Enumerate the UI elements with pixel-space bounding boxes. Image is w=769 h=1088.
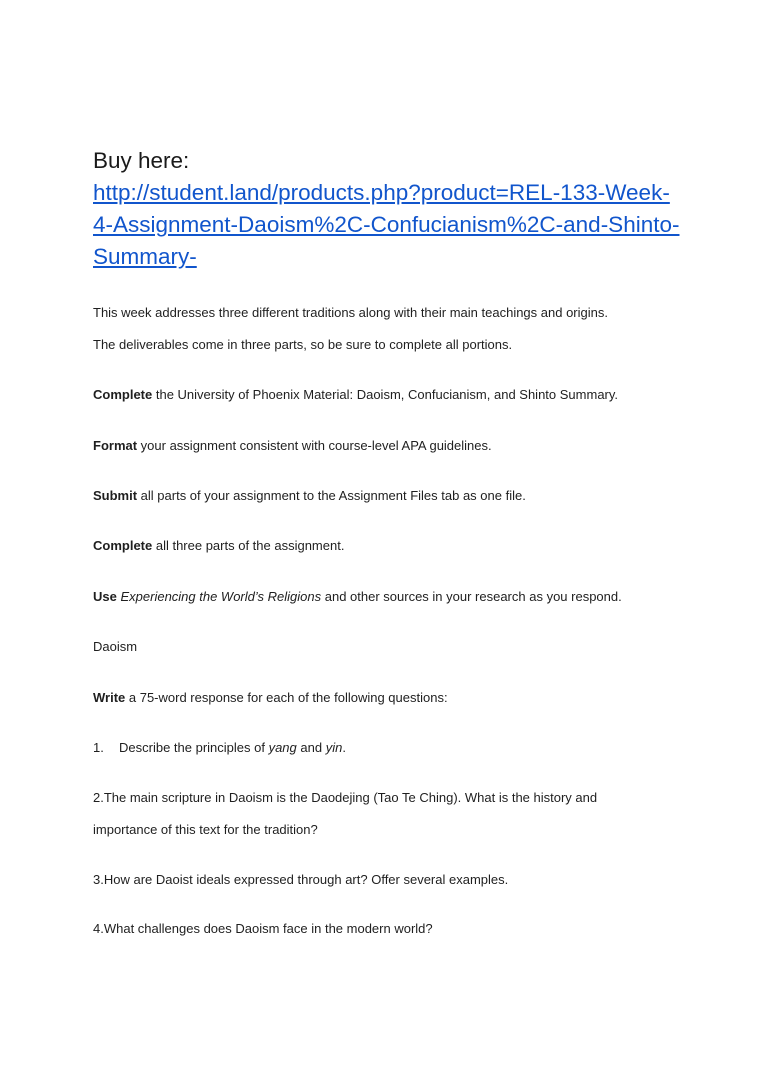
question-text: Describe the principles of [119,740,269,755]
intro-line-1: This week addresses three different traditions along with their main teachings and origins. [93,305,608,320]
question-text-end: . [342,740,346,755]
instruction-text: a 75-word response for each of the following questions: [125,690,448,705]
question-2-line-1: 2.The main scripture in Daoism is the Daodejing (Tao Te Ching). What is the history and [93,790,598,805]
instruction-submit [93,487,693,505]
instruction-text: the University of Phoenix Material: Daoism, Confucianism, and Shinto Summary. [152,387,619,402]
question-2-line-2: importance of this text for the tradition? [93,822,318,837]
buy-here-label: Buy here: [93,148,190,173]
instruction-verb: Submit [93,488,138,503]
book-title: Experiencing the World’s Religions [120,589,322,604]
instruction-verb: Use [93,589,117,604]
question-1 [93,739,693,757]
section-title-daoism: Daoism [93,639,138,654]
question-4: 4.What challenges does Daoism face in the modern world? [93,921,433,936]
instruction-text: and other sources in your research as you respond. [321,589,622,604]
instruction-verb: Write [93,690,126,705]
instruction-text: all parts of your assignment to the Assignment Files tab as one file. [137,488,526,503]
instruction-text: your assignment consistent with course-level APA guidelines. [137,438,492,453]
instruction-verb: Complete [93,538,153,553]
instruction-write [93,689,693,707]
instruction-use-sources [93,588,693,606]
instruction-format [93,437,693,455]
question-3: 3.How are Daoist ideals expressed through art? Offer several examples. [93,872,509,887]
question-number: 1. [93,740,104,755]
term-yang: yang [268,740,297,755]
term-yin: yin [325,740,343,755]
buy-here-block [93,145,693,273]
instruction-complete-material [93,386,693,404]
instruction-verb: Format [93,438,138,453]
instruction-verb: Complete [93,387,153,402]
instruction-complete-parts [93,537,693,555]
intro-line-2: The deliverables come in three parts, so be sure to complete all portions. [93,337,513,352]
question-text-and: and [296,740,326,755]
instruction-text: all three parts of the assignment. [152,538,345,553]
product-link[interactable]: http://student.land/products.php?product=REL-133-Week-4-Assignment-Daoism%2C-Confucianism%2C-and-Shinto-Summary- [93,180,680,269]
